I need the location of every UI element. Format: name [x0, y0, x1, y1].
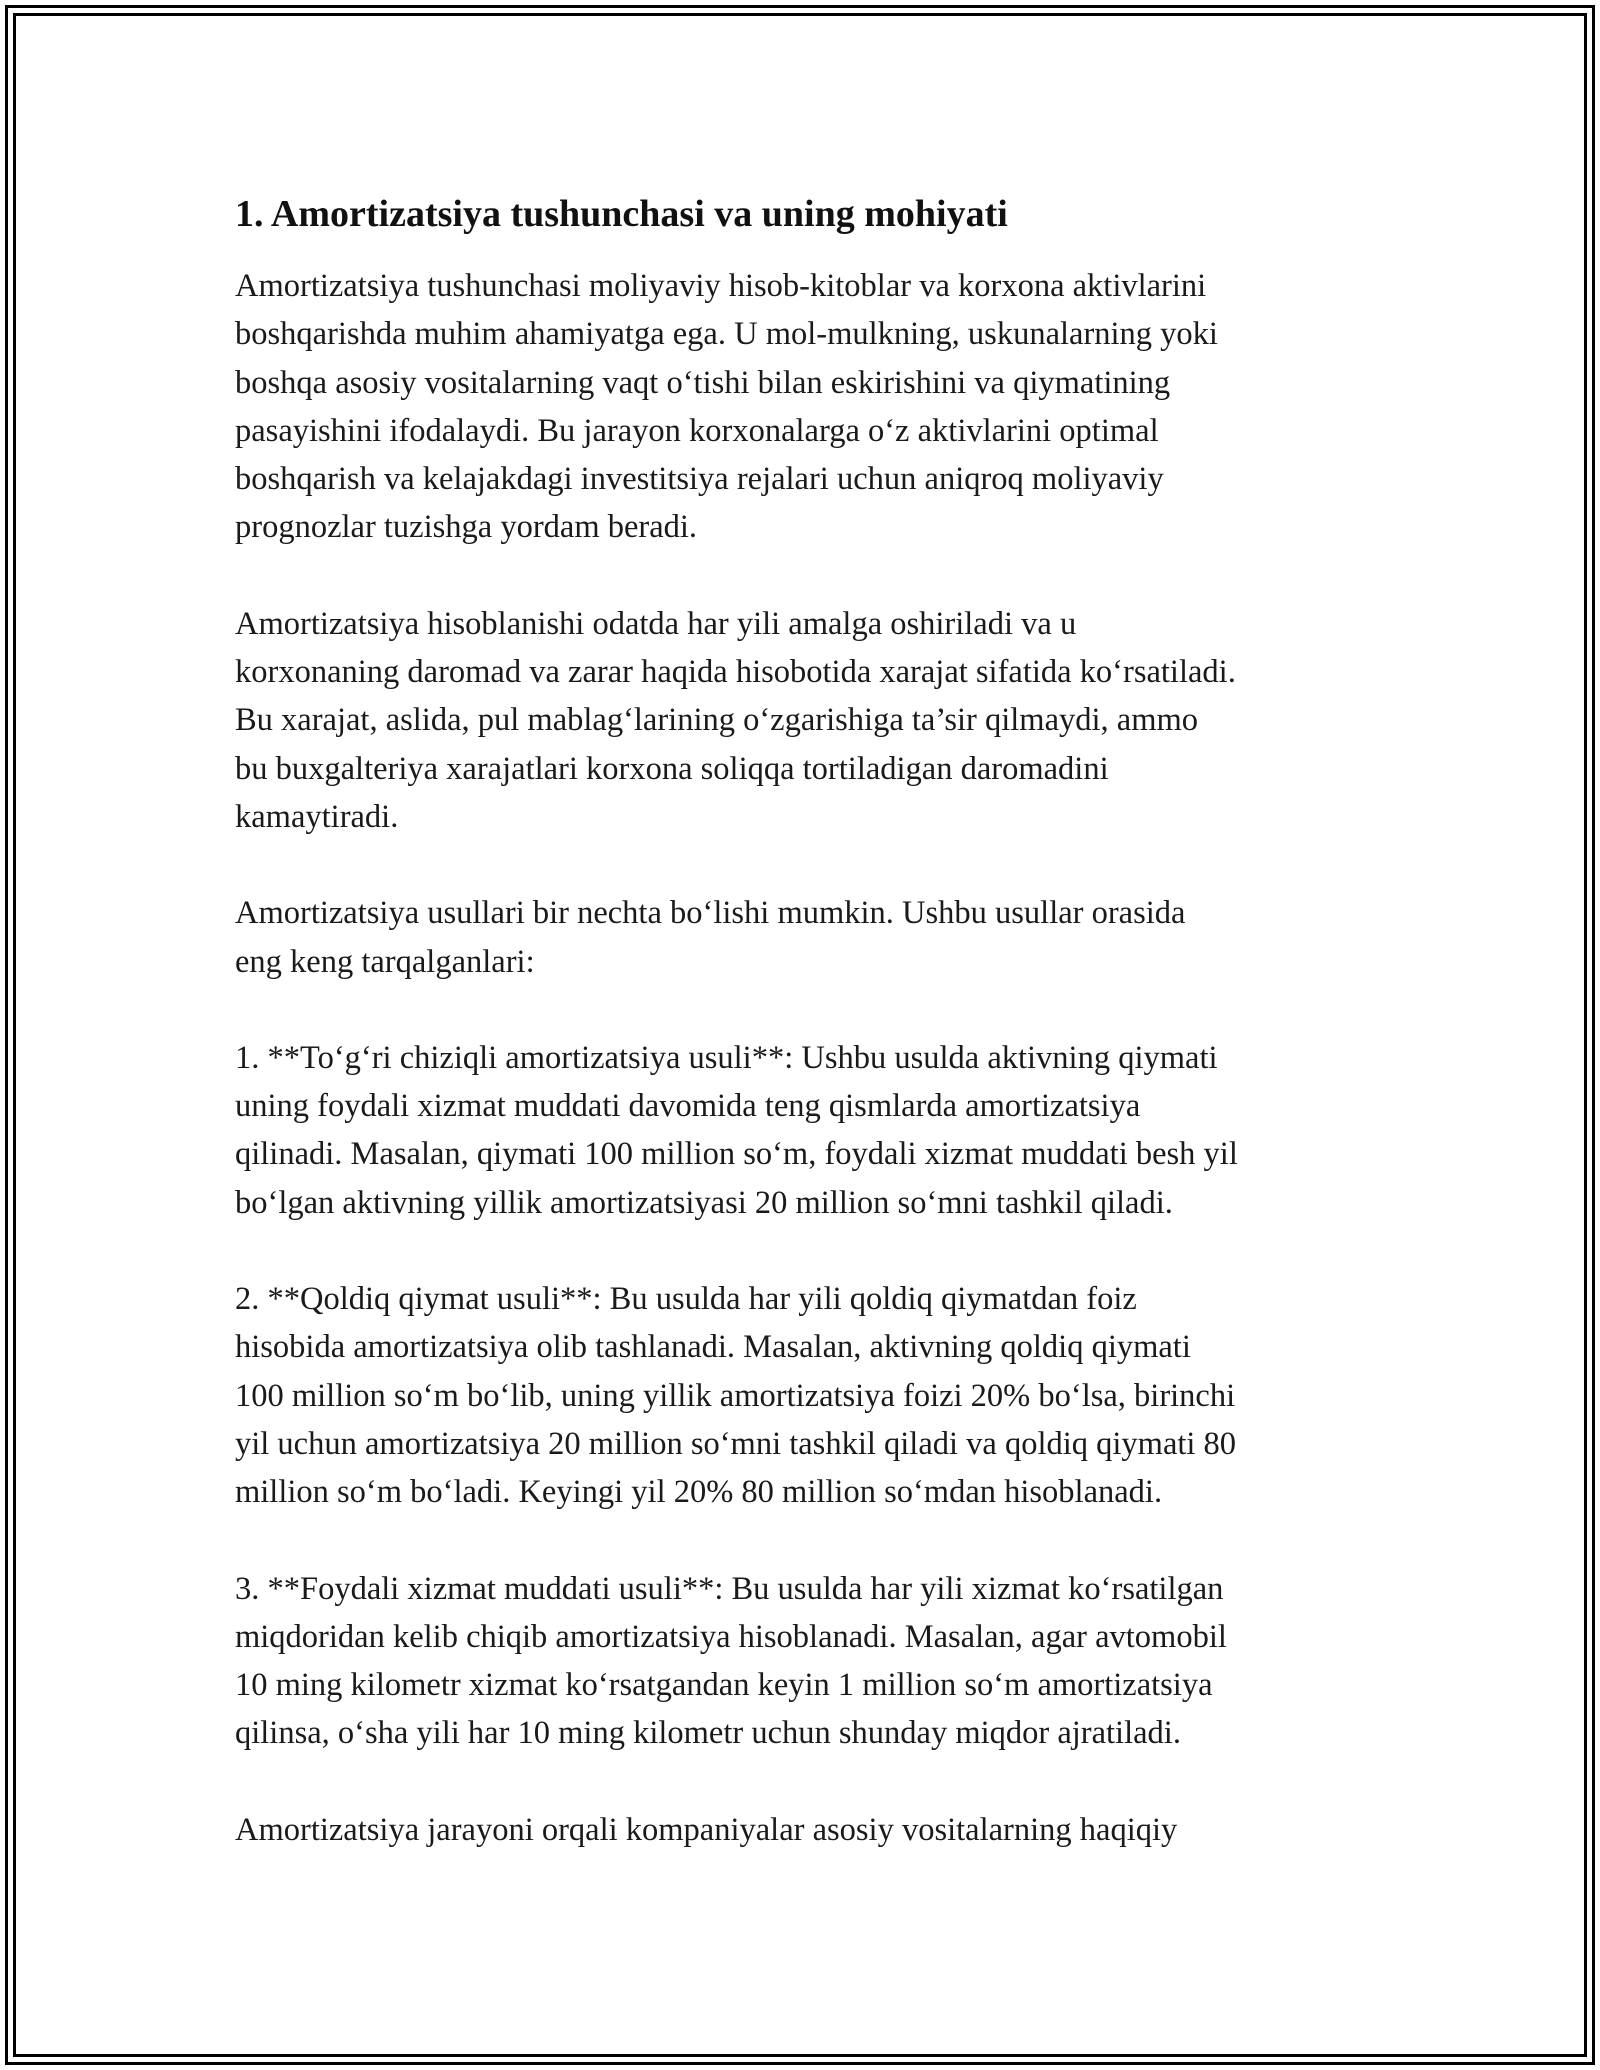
paragraph-method-useful-life: 3. **Foydali xizmat muddati usuli**: Bu usulda har yili xizmat ko‘rsatilgan miqdoridan kelib chiqib amortizatsiya hisoblanadi. Masalan, agar avtomobil 10 ming kilometr xizmat ko‘rsatgandan keyin 1 million so‘m amortizatsiya qilinsa, o‘sha yili har 10 ming kilometr uchun shunday miqdor ajratiladi.: [235, 1570, 1227, 1752]
paragraph-intro: Amortizatsiya tushunchasi moliyaviy hisob-kitoblar va korxona aktivlarini boshqarishda muhim ahamiyatga ega. U mol-mulkning, uskunalarning yoki boshqa asosiy vositalarning vaqt o‘tishi bilan eskirishini va qiymatining pasayishini ifodalaydi. Bu jarayon korxonalarga o‘z aktivlarini optimal boshqarish va kelajakdagi investitsiya rejalari uchun aniqroq moliyaviy prognozlar tuzishga yordam beradi.: [235, 268, 1218, 546]
paragraph-methods-intro: Amortizatsiya usullari bir nechta bo‘lishi mumkin. Ushbu usullar orasida eng keng tarqalganlari:: [235, 895, 1186, 980]
document-body: [235, 190, 1375, 1854]
paragraph-calculation: Amortizatsiya hisoblanishi odatda har yili amalga oshiriladi va u korxonaning daromad va zarar haqida hisobotida xarajat sifatida ko‘rsatiladi. Bu xarajat, aslida, pul mablag‘larining o‘zgarishiga ta’sir qilmaydi, ammo bu buxgalteriya xarajatlari korxona soliqqa tortiladigan daromadini kamaytiradi.: [235, 605, 1236, 835]
paragraph-method-straight-line: 1. **To‘g‘ri chiziqli amortizatsiya usuli**: Ushbu usulda aktivning qiymati uning foydali xizmat muddati davomida teng qismlarda amortizatsiya qilinadi. Masalan, qiymati 100 million so‘m, foydali xizmat muddati besh yil bo‘lgan aktivning yillik amortizatsiyasi 20 million so‘mni tashkil qiladi.: [235, 1039, 1238, 1221]
paragraph-conclusion: Amortizatsiya jarayoni orqali kompaniyalar asosiy vositalarning haqiqiy: [235, 1811, 1178, 1848]
paragraph-method-residual-value: 2. **Qoldiq qiymat usuli**: Bu usulda har yili qoldiq qiymatdan foiz hisobida amortizatsiya olib tashlanadi. Masalan, aktivning qoldiq qiymati 100 million so‘m bo‘lib, uning yillik amortizatsiya foizi 20% bo‘lsa, birinchi yil uchun amortizatsiya 20 million so‘mni tashkil qiladi va qoldiq qiymati 80 million so‘m bo‘ladi. Keyingi yil 20% 80 million so‘mdan hisoblanadi.: [235, 1281, 1237, 1511]
section-heading: 1. Amortizatsiya tushunchasi va uning mohiyati: [235, 193, 1008, 235]
